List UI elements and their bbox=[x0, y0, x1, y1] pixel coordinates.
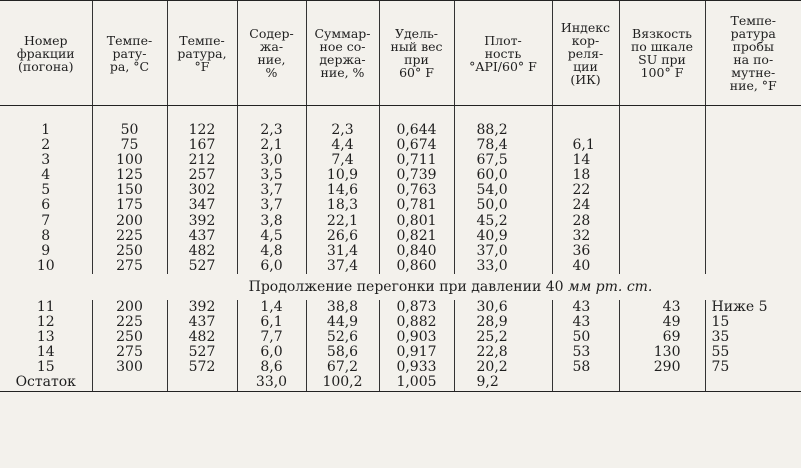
table-cell: 437 bbox=[167, 229, 237, 244]
table-cell: 14 bbox=[552, 153, 619, 168]
table-cell: 7,4 bbox=[306, 153, 379, 168]
table-cell: 22 bbox=[552, 183, 619, 198]
table-row bbox=[0, 153, 801, 168]
table-cell: 2,3 bbox=[306, 123, 379, 138]
table-cell: 33,0 bbox=[454, 259, 552, 274]
column-header-1: Номер фракции (погона) bbox=[0, 1, 92, 106]
table-cell bbox=[552, 123, 619, 138]
table-cell bbox=[619, 168, 705, 183]
table-cell: 35 bbox=[705, 330, 801, 345]
table-cell: 45,2 bbox=[454, 214, 552, 229]
table-cell: 50,0 bbox=[454, 198, 552, 213]
table-cell: 75 bbox=[92, 138, 167, 153]
table-cell: 130 bbox=[619, 345, 705, 360]
table-cell: 6,1 bbox=[552, 138, 619, 153]
table-cell: 44,9 bbox=[306, 315, 379, 330]
table-cell: 0,873 bbox=[379, 300, 454, 315]
table-cell: 69 bbox=[619, 330, 705, 345]
table-cell: Ниже 5 bbox=[705, 300, 801, 315]
table-row bbox=[0, 375, 801, 391]
column-header-6: Удель- ный вес при 60° F bbox=[379, 1, 454, 106]
table-cell: 0,917 bbox=[379, 345, 454, 360]
section-heading bbox=[0, 274, 801, 300]
table-body bbox=[0, 106, 801, 392]
table-cell: 527 bbox=[167, 345, 237, 360]
table-cell: 4 bbox=[41, 167, 51, 184]
table-cell: 250 bbox=[92, 244, 167, 259]
table-cell: 3,7 bbox=[237, 198, 306, 213]
table-row bbox=[0, 300, 801, 315]
table-cell: 24 bbox=[552, 198, 619, 213]
table-cell bbox=[705, 138, 801, 153]
table-cell: 38,8 bbox=[306, 300, 379, 315]
table-cell: 28 bbox=[552, 214, 619, 229]
table-cell: 26,6 bbox=[306, 229, 379, 244]
table-cell: 43 bbox=[552, 300, 619, 315]
table-cell: 10,9 bbox=[306, 168, 379, 183]
table-cell: 212 bbox=[167, 153, 237, 168]
table-row bbox=[0, 183, 801, 198]
column-header-8: Индекс кор- реля- ции (ИК) bbox=[552, 1, 619, 106]
table-cell: 167 bbox=[167, 138, 237, 153]
table-cell: 37,0 bbox=[454, 244, 552, 259]
table-cell: 0,763 bbox=[379, 183, 454, 198]
table-cell bbox=[619, 244, 705, 259]
table-cell bbox=[619, 229, 705, 244]
table-cell: 18 bbox=[552, 168, 619, 183]
table-cell: 40,9 bbox=[454, 229, 552, 244]
table-cell: 7 bbox=[41, 212, 51, 229]
table-cell bbox=[705, 153, 801, 168]
table-cell: 40 bbox=[552, 259, 619, 274]
table-cell bbox=[705, 244, 801, 259]
table-cell: 0,674 bbox=[379, 138, 454, 153]
table-cell bbox=[705, 229, 801, 244]
table-row bbox=[0, 138, 801, 153]
table-row bbox=[0, 360, 801, 375]
table-cell: 482 bbox=[167, 330, 237, 345]
table-cell: 25,2 bbox=[454, 330, 552, 345]
table-cell bbox=[619, 214, 705, 229]
table-cell: 572 bbox=[167, 360, 237, 375]
table-cell: 31,4 bbox=[306, 244, 379, 259]
table-cell: 6,0 bbox=[237, 259, 306, 274]
table-cell: 50 bbox=[552, 330, 619, 345]
column-header-9: Вязкость по шкале SU при 100° F bbox=[619, 1, 705, 106]
table-cell: 0,711 bbox=[379, 153, 454, 168]
table-cell: 18,3 bbox=[306, 198, 379, 213]
table-row bbox=[0, 259, 801, 274]
table-cell: 22,1 bbox=[306, 214, 379, 229]
table-cell: 150 bbox=[92, 183, 167, 198]
table-cell bbox=[619, 153, 705, 168]
table-cell: 200 bbox=[92, 300, 167, 315]
table-cell: 15 bbox=[705, 315, 801, 330]
table-cell: 347 bbox=[167, 198, 237, 213]
section-heading-text: Продолжение перегонки при давлении 40 bbox=[248, 278, 569, 295]
table-cell: 1 bbox=[41, 122, 51, 138]
table-cell: 8 bbox=[41, 227, 51, 244]
section-heading-unit: мм рт. ст. bbox=[568, 278, 653, 295]
table-cell: 0,739 bbox=[379, 168, 454, 183]
table-cell bbox=[705, 198, 801, 213]
table-cell: 290 bbox=[619, 360, 705, 375]
table-cell: 125 bbox=[92, 168, 167, 183]
table-row bbox=[0, 315, 801, 330]
table-cell: 58,6 bbox=[306, 345, 379, 360]
table-cell: 275 bbox=[92, 345, 167, 360]
table-cell: 33,0 bbox=[237, 375, 306, 391]
table-row bbox=[0, 345, 801, 360]
table-cell: 2,1 bbox=[237, 138, 306, 153]
column-header-3: Темпе- ратура, °F bbox=[167, 1, 237, 106]
table-cell: 75 bbox=[705, 360, 801, 375]
table-cell: 3,0 bbox=[237, 153, 306, 168]
table-cell: 275 bbox=[92, 259, 167, 274]
table-cell bbox=[619, 198, 705, 213]
table-cell bbox=[619, 138, 705, 153]
table-cell: 3,8 bbox=[237, 214, 306, 229]
table-cell: 36 bbox=[552, 244, 619, 259]
table-cell bbox=[619, 259, 705, 274]
table-cell bbox=[619, 183, 705, 198]
table-cell: Остаток bbox=[0, 375, 92, 391]
table-cell bbox=[619, 375, 705, 391]
table-cell: 0,882 bbox=[379, 315, 454, 330]
table-cell bbox=[705, 375, 801, 391]
table-cell: 52,6 bbox=[306, 330, 379, 345]
spacer-row bbox=[0, 106, 801, 124]
table-cell bbox=[552, 375, 619, 391]
table-cell: 100 bbox=[92, 153, 167, 168]
table-cell bbox=[705, 183, 801, 198]
table-cell: 527 bbox=[167, 259, 237, 274]
table-cell: 0,821 bbox=[379, 229, 454, 244]
table-cell: 0,644 bbox=[379, 123, 454, 138]
table-cell: 0,781 bbox=[379, 198, 454, 213]
table-cell: 58 bbox=[552, 360, 619, 375]
column-header-10: Темпе- ратура пробы на по- мутне- ние, °F bbox=[705, 1, 801, 106]
table-cell: 49 bbox=[619, 315, 705, 330]
table-cell: 100,2 bbox=[306, 375, 379, 391]
table-cell: 6,1 bbox=[237, 315, 306, 330]
table-cell: 43 bbox=[619, 300, 705, 315]
table-cell: 0,933 bbox=[379, 360, 454, 375]
table-cell: 437 bbox=[167, 315, 237, 330]
table-cell: 4,8 bbox=[237, 244, 306, 259]
table-cell: 67,5 bbox=[454, 153, 552, 168]
table-cell: 50 bbox=[92, 123, 167, 138]
table-cell: 28,9 bbox=[454, 315, 552, 330]
table-cell: 15 bbox=[36, 359, 55, 376]
table-cell: 1,4 bbox=[237, 300, 306, 315]
header-row bbox=[0, 1, 801, 106]
table-cell: 257 bbox=[167, 168, 237, 183]
table-cell: 392 bbox=[167, 214, 237, 229]
table-cell: 4,4 bbox=[306, 138, 379, 153]
column-header-4: Содер- жа- ние, % bbox=[237, 1, 306, 106]
table-cell bbox=[705, 168, 801, 183]
table-cell: 12 bbox=[36, 314, 55, 331]
column-header-2: Темпе- рату- ра, °С bbox=[92, 1, 167, 106]
table-cell: 6 bbox=[41, 197, 51, 214]
table-cell: 225 bbox=[92, 315, 167, 330]
table-cell: 3,5 bbox=[237, 168, 306, 183]
table-cell: 4,5 bbox=[237, 229, 306, 244]
table-row bbox=[0, 229, 801, 244]
table-cell: 0,903 bbox=[379, 330, 454, 345]
table-cell: 482 bbox=[167, 244, 237, 259]
table-cell: 20,2 bbox=[454, 360, 552, 375]
table-cell: 392 bbox=[167, 300, 237, 315]
table-cell: 78,4 bbox=[454, 138, 552, 153]
table-cell: 5 bbox=[41, 182, 51, 199]
table-cell bbox=[705, 123, 801, 138]
table-cell: 175 bbox=[92, 198, 167, 213]
section-heading-row bbox=[0, 274, 801, 300]
table-cell: 13 bbox=[36, 329, 55, 346]
table-cell: 9,2 bbox=[454, 375, 552, 391]
table-cell: 14,6 bbox=[306, 183, 379, 198]
table-cell: 300 bbox=[92, 360, 167, 375]
table-cell: 88,2 bbox=[454, 123, 552, 138]
table-cell: 250 bbox=[92, 330, 167, 345]
table-cell: 10 bbox=[36, 257, 55, 274]
table-cell: 302 bbox=[167, 183, 237, 198]
table-cell: 0,801 bbox=[379, 214, 454, 229]
table-row bbox=[0, 168, 801, 183]
table-cell: 54,0 bbox=[454, 183, 552, 198]
table-cell: 55 bbox=[705, 345, 801, 360]
table-cell bbox=[705, 214, 801, 229]
table-cell: 14 bbox=[36, 344, 55, 361]
table-cell: 8,6 bbox=[237, 360, 306, 375]
table-cell: 9 bbox=[41, 242, 51, 259]
table-cell: 22,8 bbox=[454, 345, 552, 360]
table-cell bbox=[619, 123, 705, 138]
table-cell: 2,3 bbox=[237, 123, 306, 138]
table-cell: 6,0 bbox=[237, 345, 306, 360]
table-cell: 0,860 bbox=[379, 259, 454, 274]
table-cell: 60,0 bbox=[454, 168, 552, 183]
column-header-5: Суммар- ное со- держа- ние, % bbox=[306, 1, 379, 106]
column-header-7: Плот- ность °API/60° F bbox=[454, 1, 552, 106]
table-cell: 225 bbox=[92, 229, 167, 244]
table-cell: 2 bbox=[41, 137, 51, 154]
table-cell: 11 bbox=[36, 298, 55, 315]
table-cell: 67,2 bbox=[306, 360, 379, 375]
table-row bbox=[0, 244, 801, 259]
table-row bbox=[0, 123, 801, 138]
table-cell: 53 bbox=[552, 345, 619, 360]
table-cell: 0,840 bbox=[379, 244, 454, 259]
table-cell: 32 bbox=[552, 229, 619, 244]
table-cell: 200 bbox=[92, 214, 167, 229]
table-cell bbox=[705, 259, 801, 274]
table-cell: 30,6 bbox=[454, 300, 552, 315]
table-row bbox=[0, 330, 801, 345]
table-row bbox=[0, 198, 801, 213]
table-cell: 3,7 bbox=[237, 183, 306, 198]
table-cell: 37,4 bbox=[306, 259, 379, 274]
table-cell: 1,005 bbox=[379, 375, 454, 391]
table-cell: 7,7 bbox=[237, 330, 306, 345]
table-cell bbox=[167, 375, 237, 391]
table-cell: 43 bbox=[552, 315, 619, 330]
table-cell: 122 bbox=[167, 123, 237, 138]
table-cell: 3 bbox=[41, 152, 51, 169]
table-cell bbox=[92, 375, 167, 391]
table-row bbox=[0, 214, 801, 229]
